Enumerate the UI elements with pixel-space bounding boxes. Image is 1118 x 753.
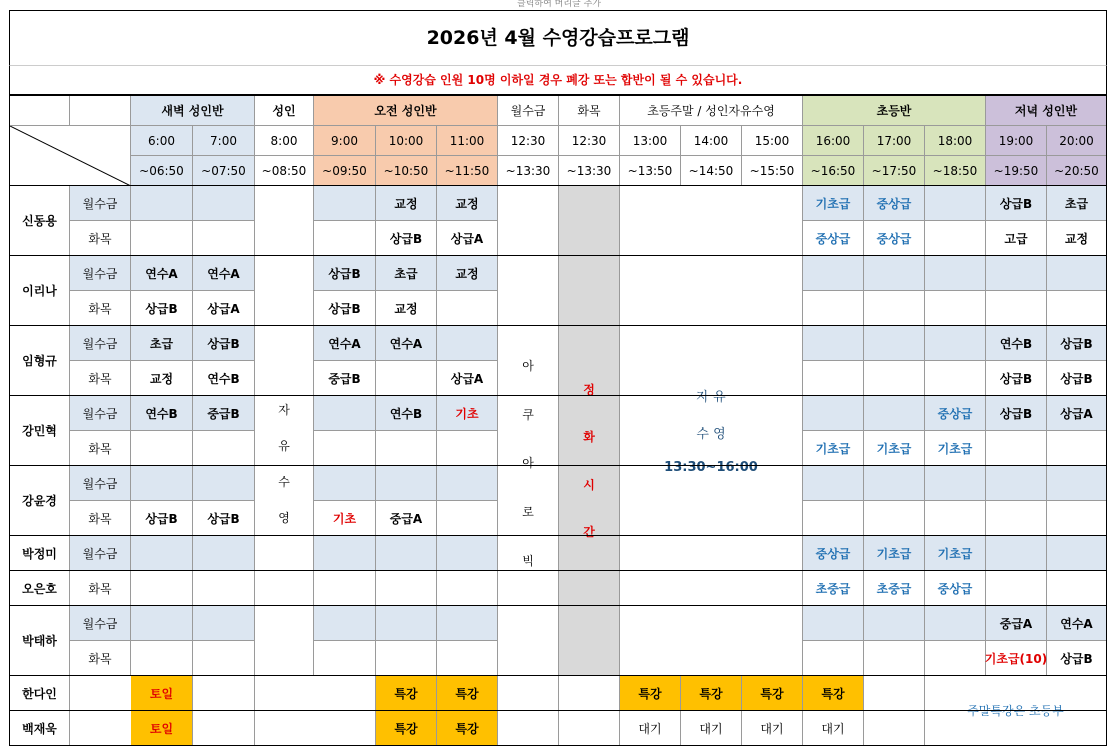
notice-box — [9, 65, 1107, 95]
class-cell[interactable] — [925, 361, 986, 396]
class-cell[interactable] — [803, 291, 864, 326]
class-cell[interactable]: 특강 — [437, 676, 498, 711]
class-cell[interactable]: 기초 — [437, 396, 498, 431]
class-cell[interactable]: 초중급 — [864, 571, 925, 606]
class-cell[interactable]: 상급B — [1047, 361, 1107, 396]
class-cell[interactable] — [986, 501, 1047, 536]
group-dawn[interactable]: 새벽 성인반 — [131, 96, 255, 126]
class-cell[interactable]: 중상급 — [925, 396, 986, 431]
class-cell[interactable]: 기초급(10) — [986, 641, 1047, 676]
class-cell[interactable]: 특강 — [620, 676, 681, 711]
class-cell[interactable] — [314, 186, 376, 221]
time-start[interactable]: 10:00 — [376, 126, 437, 156]
class-cell[interactable] — [864, 711, 925, 746]
class-cell[interactable] — [193, 431, 255, 466]
class-cell[interactable]: 초중급 — [803, 571, 864, 606]
time-end[interactable]: ~16:50 — [803, 156, 864, 186]
class-cell[interactable]: 상급B — [131, 291, 193, 326]
break-time-block-char: 정 — [583, 383, 595, 398]
class-cell[interactable]: 상급B — [1047, 641, 1107, 676]
class-cell[interactable]: 중상급 — [803, 221, 864, 256]
time-start[interactable]: 20:00 — [1047, 126, 1107, 156]
class-cell[interactable]: 상급B — [314, 291, 376, 326]
class-cell[interactable]: 기초급 — [864, 431, 925, 466]
class-cell[interactable]: 중급B — [193, 396, 255, 431]
instructor-name[interactable]: 이리나 — [10, 256, 70, 326]
class-cell[interactable] — [314, 641, 376, 676]
class-cell[interactable] — [925, 291, 986, 326]
class-cell[interactable] — [437, 466, 498, 501]
instructor-name[interactable]: 백재욱 — [10, 711, 70, 746]
class-cell[interactable] — [314, 536, 376, 571]
break-time-block-char: 시 — [583, 477, 595, 492]
time-end[interactable]: ~08:50 — [255, 156, 314, 186]
class-cell[interactable]: 상급B — [131, 501, 193, 536]
class-cell[interactable]: 특강 — [376, 711, 437, 746]
class-cell[interactable] — [314, 431, 376, 466]
instructor-name[interactable]: 임형규 — [10, 326, 70, 396]
class-cell[interactable] — [559, 676, 620, 711]
class-cell[interactable] — [803, 466, 864, 501]
class-cell[interactable] — [193, 466, 255, 501]
class-cell[interactable] — [376, 431, 437, 466]
class-cell[interactable]: 연수B — [131, 396, 193, 431]
group-morning[interactable]: 오전 성인반 — [314, 96, 498, 126]
class-cell[interactable]: 초급 — [1047, 186, 1107, 221]
class-cell[interactable] — [864, 676, 925, 711]
class-cell[interactable]: 상급B — [376, 221, 437, 256]
time-start[interactable]: 19:00 — [986, 126, 1047, 156]
class-cell[interactable] — [864, 606, 925, 641]
class-cell[interactable] — [925, 606, 986, 641]
class-cell[interactable]: 상급B — [986, 186, 1047, 221]
class-cell[interactable] — [559, 711, 620, 746]
time-start[interactable]: 9:00 — [314, 126, 376, 156]
class-cell[interactable]: 중급A — [986, 606, 1047, 641]
aquarobic-block-char: 빅 — [522, 554, 534, 569]
class-cell[interactable] — [864, 466, 925, 501]
class-cell[interactable]: 상급B — [1047, 326, 1107, 361]
class-cell[interactable]: 연수A — [1047, 606, 1107, 641]
class-cell[interactable]: 상급A — [193, 291, 255, 326]
class-cell[interactable] — [986, 431, 1047, 466]
class-cell[interactable] — [864, 361, 925, 396]
time-start[interactable]: 7:00 — [193, 126, 255, 156]
day-label[interactable]: 월수금 — [70, 326, 131, 361]
day-label[interactable]: 화목 — [70, 431, 131, 466]
instructor-name[interactable]: 강윤경 — [10, 466, 70, 536]
time-start[interactable]: 12:30 — [559, 126, 620, 156]
class-cell[interactable] — [131, 641, 193, 676]
class-cell[interactable]: 중상급 — [803, 536, 864, 571]
free-swim-8am-char: 유 — [278, 438, 290, 453]
free-swim-block[interactable] — [620, 186, 803, 676]
class-cell[interactable] — [986, 256, 1047, 291]
class-cell[interactable] — [864, 641, 925, 676]
header-blank[interactable] — [10, 96, 70, 126]
day-label[interactable]: 월수금 — [70, 396, 131, 431]
day-label[interactable]: 화목 — [70, 641, 131, 676]
day-label[interactable]: 월수금 — [70, 606, 131, 641]
class-cell[interactable] — [131, 466, 193, 501]
class-cell[interactable]: 중상급 — [864, 221, 925, 256]
class-cell[interactable]: 중상급 — [925, 571, 986, 606]
time-start[interactable]: 16:00 — [803, 126, 864, 156]
class-cell[interactable]: 상급B — [314, 256, 376, 291]
class-cell[interactable] — [314, 396, 376, 431]
class-cell[interactable] — [193, 571, 255, 606]
class-cell[interactable] — [925, 186, 986, 221]
class-cell[interactable] — [193, 186, 255, 221]
class-cell[interactable] — [1047, 256, 1107, 291]
time-start[interactable]: 15:00 — [742, 126, 803, 156]
day-label[interactable]: 화목 — [70, 501, 131, 536]
class-cell[interactable] — [498, 676, 559, 711]
class-cell[interactable] — [986, 466, 1047, 501]
class-cell[interactable] — [1047, 291, 1107, 326]
instructor-name[interactable]: 신동용 — [10, 186, 70, 256]
class-cell[interactable] — [193, 711, 255, 746]
notice-text: ※ 수영강습 인원 10명 이하일 경우 폐강 또는 합반이 될 수 있습니다. — [373, 73, 743, 87]
class-cell[interactable] — [314, 606, 376, 641]
class-cell[interactable] — [864, 501, 925, 536]
class-cell[interactable] — [1047, 466, 1107, 501]
class-cell[interactable] — [131, 221, 193, 256]
weekend-note[interactable]: 주말특강은 초등부 — [925, 676, 1107, 746]
class-cell[interactable]: 상급A — [1047, 396, 1107, 431]
class-cell[interactable] — [131, 536, 193, 571]
class-cell[interactable] — [1047, 536, 1107, 571]
class-cell[interactable] — [437, 536, 498, 571]
class-cell[interactable]: 기초급 — [925, 536, 986, 571]
class-cell[interactable]: 특강 — [681, 676, 742, 711]
time-start[interactable]: 17:00 — [864, 126, 925, 156]
class-cell[interactable] — [376, 641, 437, 676]
title-box — [9, 10, 1107, 65]
corner-diagonal — [10, 126, 131, 186]
class-cell[interactable] — [131, 606, 193, 641]
class-cell[interactable] — [131, 431, 193, 466]
class-cell[interactable] — [131, 186, 193, 221]
aquarobic-block-char: 로 — [522, 505, 534, 520]
class-cell[interactable]: 교정 — [376, 291, 437, 326]
class-cell[interactable]: 상급A — [437, 221, 498, 256]
group-weekend[interactable]: 초등주말 / 성인자유수영 — [620, 96, 803, 126]
day-label[interactable]: 월수금 — [70, 256, 131, 291]
class-cell[interactable] — [1047, 571, 1107, 606]
class-cell[interactable] — [376, 466, 437, 501]
day-label[interactable]: 월수금 — [70, 186, 131, 221]
class-cell[interactable]: 고급 — [986, 221, 1047, 256]
free-swim-8am[interactable] — [255, 186, 314, 676]
class-cell[interactable] — [803, 396, 864, 431]
class-cell[interactable]: 토일 — [131, 711, 193, 746]
class-cell[interactable]: 연수A — [131, 256, 193, 291]
class-cell[interactable]: 초급 — [376, 256, 437, 291]
class-cell[interactable] — [314, 571, 376, 606]
time-end[interactable]: ~18:50 — [925, 156, 986, 186]
class-cell[interactable] — [925, 221, 986, 256]
instructor-name[interactable]: 한다인 — [10, 676, 70, 711]
class-cell[interactable]: 상급B — [193, 326, 255, 361]
class-cell[interactable]: 교정 — [131, 361, 193, 396]
time-end[interactable]: ~09:50 — [314, 156, 376, 186]
class-cell[interactable] — [376, 361, 437, 396]
day-label[interactable]: 화목 — [70, 221, 131, 256]
class-cell[interactable] — [986, 571, 1047, 606]
class-cell[interactable] — [314, 221, 376, 256]
class-cell[interactable] — [803, 361, 864, 396]
time-end[interactable]: ~14:50 — [681, 156, 742, 186]
class-cell[interactable] — [925, 256, 986, 291]
class-cell[interactable] — [131, 571, 193, 606]
free-swim-8am-char: 영 — [278, 510, 290, 525]
instructor-name[interactable]: 강민혁 — [10, 396, 70, 466]
class-cell[interactable]: 상급B — [193, 501, 255, 536]
time-end[interactable]: ~19:50 — [986, 156, 1047, 186]
class-cell[interactable] — [437, 291, 498, 326]
class-cell[interactable] — [193, 676, 255, 711]
class-cell[interactable] — [437, 606, 498, 641]
class-cell[interactable] — [376, 606, 437, 641]
time-start[interactable]: 11:00 — [437, 126, 498, 156]
group-adult[interactable]: 성인 — [255, 96, 314, 126]
day-label[interactable]: 화목 — [70, 571, 131, 606]
time-start[interactable]: 6:00 — [131, 126, 193, 156]
class-cell[interactable]: 특강 — [803, 676, 864, 711]
class-cell[interactable] — [1047, 431, 1107, 466]
class-cell[interactable]: 연수B — [376, 396, 437, 431]
time-start[interactable]: 8:00 — [255, 126, 314, 156]
instructor-name[interactable]: 박정미 — [10, 536, 70, 571]
time-end[interactable]: ~17:50 — [864, 156, 925, 186]
class-cell[interactable] — [803, 256, 864, 291]
class-cell[interactable]: 연수A — [314, 326, 376, 361]
time-end[interactable]: ~13:30 — [559, 156, 620, 186]
class-cell[interactable]: 교정 — [1047, 221, 1107, 256]
class-cell[interactable] — [193, 536, 255, 571]
class-cell[interactable] — [864, 256, 925, 291]
class-cell[interactable]: 대기 — [803, 711, 864, 746]
class-cell[interactable] — [864, 291, 925, 326]
time-end[interactable]: ~15:50 — [742, 156, 803, 186]
aquarobic-block-char: 쿠 — [522, 407, 534, 422]
class-cell[interactable]: 중급A — [376, 501, 437, 536]
break-time-block-char: 화 — [583, 430, 595, 445]
instructor-name[interactable]: 박태하 — [10, 606, 70, 676]
class-cell[interactable] — [376, 571, 437, 606]
class-cell[interactable] — [437, 571, 498, 606]
time-start[interactable]: 14:00 — [681, 126, 742, 156]
class-cell[interactable] — [314, 466, 376, 501]
group-tt[interactable]: 화목 — [559, 96, 620, 126]
class-cell[interactable] — [986, 291, 1047, 326]
class-cell[interactable] — [864, 396, 925, 431]
class-cell[interactable]: 기초급 — [925, 431, 986, 466]
class-cell[interactable] — [986, 536, 1047, 571]
class-cell[interactable] — [314, 711, 376, 746]
time-start[interactable]: 12:30 — [498, 126, 559, 156]
class-cell[interactable]: 토일 — [131, 676, 193, 711]
class-cell[interactable] — [314, 676, 376, 711]
class-cell[interactable] — [803, 641, 864, 676]
class-cell[interactable] — [1047, 501, 1107, 536]
free-swim-8am-char: 수 — [278, 474, 290, 489]
class-cell[interactable]: 대기 — [681, 711, 742, 746]
class-cell[interactable]: 대기 — [742, 711, 803, 746]
class-cell[interactable] — [193, 606, 255, 641]
class-cell[interactable] — [193, 641, 255, 676]
time-end[interactable]: ~13:30 — [498, 156, 559, 186]
class-cell[interactable] — [803, 326, 864, 361]
day-label[interactable]: 월수금 — [70, 466, 131, 501]
class-cell[interactable]: 기초급 — [803, 186, 864, 221]
time-end[interactable]: ~07:50 — [193, 156, 255, 186]
class-cell[interactable]: 중급B — [314, 361, 376, 396]
class-cell[interactable] — [803, 606, 864, 641]
class-cell[interactable]: 초급 — [131, 326, 193, 361]
class-cell[interactable] — [925, 466, 986, 501]
free-swim-8am-char: 자 — [278, 402, 290, 417]
class-cell[interactable] — [437, 431, 498, 466]
time-end[interactable]: ~11:50 — [437, 156, 498, 186]
class-cell[interactable] — [925, 326, 986, 361]
class-cell[interactable] — [437, 326, 498, 361]
class-cell[interactable] — [925, 501, 986, 536]
class-cell[interactable]: 상급A — [437, 361, 498, 396]
day-label[interactable]: 화목 — [70, 291, 131, 326]
class-cell[interactable]: 대기 — [620, 711, 681, 746]
class-cell[interactable] — [437, 501, 498, 536]
time-end[interactable]: ~13:50 — [620, 156, 681, 186]
class-cell[interactable]: 연수A — [376, 326, 437, 361]
class-cell[interactable]: 기초급 — [864, 536, 925, 571]
free-swim-time: 13:30~16:00 — [664, 460, 758, 475]
header-hint[interactable]: 클릭하여 머리글 추가 — [517, 0, 601, 9]
class-cell[interactable]: 특강 — [376, 676, 437, 711]
class-cell[interactable]: 특강 — [437, 711, 498, 746]
time-end[interactable]: ~06:50 — [131, 156, 193, 186]
day-label[interactable]: 월수금 — [70, 536, 131, 571]
group-mwf[interactable]: 월수금 — [498, 96, 559, 126]
class-cell[interactable]: 상급B — [986, 361, 1047, 396]
time-end[interactable]: ~10:50 — [376, 156, 437, 186]
class-cell[interactable]: 특강 — [742, 676, 803, 711]
class-cell[interactable]: 연수B — [193, 361, 255, 396]
time-end[interactable]: ~20:50 — [1047, 156, 1107, 186]
page-title: 2026년 4월 수영강습프로그램 — [426, 27, 690, 49]
aquarobic-block-char: 아 — [522, 456, 534, 471]
group-evening[interactable]: 저녁 성인반 — [986, 96, 1107, 126]
class-cell[interactable]: 교정 — [437, 256, 498, 291]
class-cell[interactable]: 상급B — [986, 396, 1047, 431]
aquarobic-block[interactable] — [498, 186, 559, 676]
time-start[interactable]: 13:00 — [620, 126, 681, 156]
header-blank[interactable] — [70, 96, 131, 126]
free-swim-sub: 수 영 — [696, 427, 726, 442]
class-cell[interactable] — [437, 641, 498, 676]
class-cell[interactable]: 교정 — [437, 186, 498, 221]
class-cell[interactable]: 교정 — [376, 186, 437, 221]
free-swim-title: 자 유 — [696, 390, 726, 405]
class-cell[interactable]: 연수B — [986, 326, 1047, 361]
class-cell[interactable] — [864, 326, 925, 361]
class-cell[interactable] — [925, 641, 986, 676]
group-elem[interactable]: 초등반 — [803, 96, 986, 126]
break-time-block-char: 간 — [583, 524, 595, 539]
class-cell[interactable]: 기초급 — [803, 431, 864, 466]
class-cell[interactable] — [803, 501, 864, 536]
class-cell[interactable]: 연수A — [193, 256, 255, 291]
class-cell[interactable]: 기초 — [314, 501, 376, 536]
day-label[interactable]: 화목 — [70, 361, 131, 396]
class-cell[interactable] — [193, 221, 255, 256]
time-start[interactable]: 18:00 — [925, 126, 986, 156]
aquarobic-block-char: 아 — [522, 358, 534, 373]
class-cell[interactable] — [376, 536, 437, 571]
instructor-name[interactable]: 오은호 — [10, 571, 70, 606]
break-time-block[interactable] — [559, 186, 620, 676]
class-cell[interactable]: 중상급 — [864, 186, 925, 221]
class-cell[interactable] — [498, 711, 559, 746]
